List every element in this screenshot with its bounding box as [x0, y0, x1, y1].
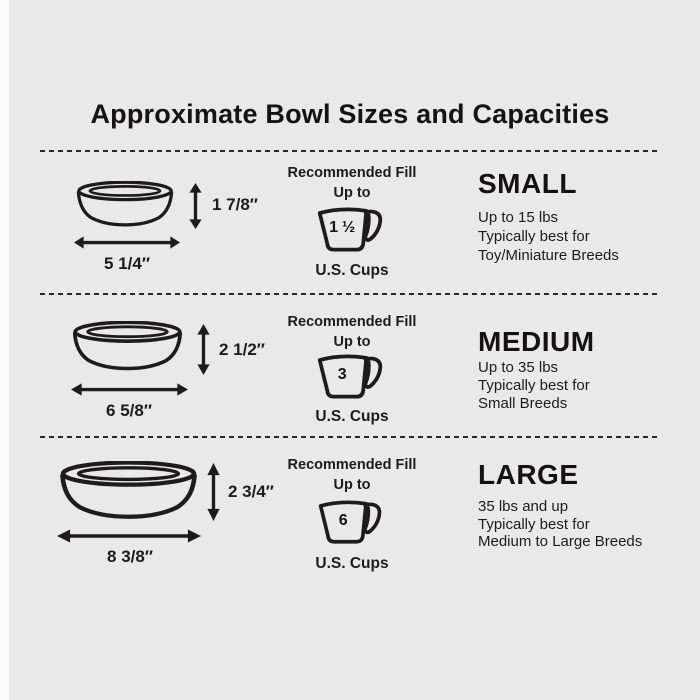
fill-label-line1: Recommended Fill: [287, 165, 417, 181]
cups-unit-label: U.S. Cups: [315, 262, 389, 279]
size-name: LARGE: [478, 459, 579, 490]
bowl-illustration: [76, 181, 174, 229]
measuring-cup-icon: [317, 205, 387, 255]
size-name: MEDIUM: [478, 326, 595, 357]
desc-line: Typically best for: [478, 515, 590, 533]
size-name: SMALL: [478, 168, 577, 199]
bowl-height-label: 2 1/2″: [219, 340, 265, 359]
desc-line: Small Breeds: [478, 395, 568, 412]
bowl-width-label: 5 1/4″: [104, 254, 150, 273]
fill-label-line2: Up to: [333, 334, 371, 350]
bowl-illustration: [59, 461, 198, 522]
desc-line: Up to 15 lbs: [478, 209, 559, 226]
desc-line: Toy/Miniature Breeds: [478, 247, 619, 264]
page-title: Approximate Bowl Sizes and Capacities: [90, 99, 610, 130]
fill-label-line1: Recommended Fill: [287, 457, 417, 473]
width-arrow-icon: [57, 528, 201, 544]
size-description: [478, 498, 642, 551]
size-row-large: [0, 437, 700, 600]
bowl-height-label: 1 7/8″: [212, 195, 258, 214]
size-description: [478, 208, 619, 265]
width-arrow-icon: [71, 382, 188, 397]
size-info: [478, 152, 700, 293]
size-description: [478, 359, 590, 413]
fill-label-line2: Up to: [333, 477, 371, 493]
cup-amount: 1 ½: [329, 219, 355, 236]
desc-line: Up to 35 lbs: [478, 359, 559, 376]
bowl-height-label: 2 3/4″: [228, 482, 274, 501]
bowl-illustration: [72, 321, 183, 373]
height-arrow-icon: [196, 324, 211, 375]
desc-line: Medium to Large Breeds: [478, 533, 643, 550]
fill-label-line2: Up to: [333, 185, 371, 201]
fill-column: [282, 295, 422, 436]
cup-amount: 6: [338, 512, 348, 529]
size-info: [478, 295, 700, 436]
desc-line: 35 lbs and up: [478, 498, 569, 515]
fill-column: [282, 152, 422, 293]
bowl-width-label: 8 3/8″: [107, 547, 153, 566]
size-row-medium: [0, 295, 700, 436]
size-info: [478, 437, 700, 600]
measuring-cup-icon: [318, 498, 386, 547]
cup-amount: 3: [337, 366, 347, 383]
bowl-width-label: 6 5/8″: [106, 401, 152, 420]
desc-line: Typically best for: [478, 228, 590, 245]
desc-line: Typically best for: [478, 377, 590, 394]
fill-label-line1: Recommended Fill: [287, 314, 417, 330]
measuring-cup-icon: [317, 352, 387, 402]
cups-unit-label: U.S. Cups: [315, 555, 389, 572]
height-arrow-icon: [188, 183, 203, 229]
height-arrow-icon: [206, 463, 221, 521]
size-row-small: [0, 152, 700, 293]
width-arrow-icon: [74, 235, 180, 250]
cups-unit-label: U.S. Cups: [315, 408, 389, 425]
fill-column: [282, 437, 422, 600]
